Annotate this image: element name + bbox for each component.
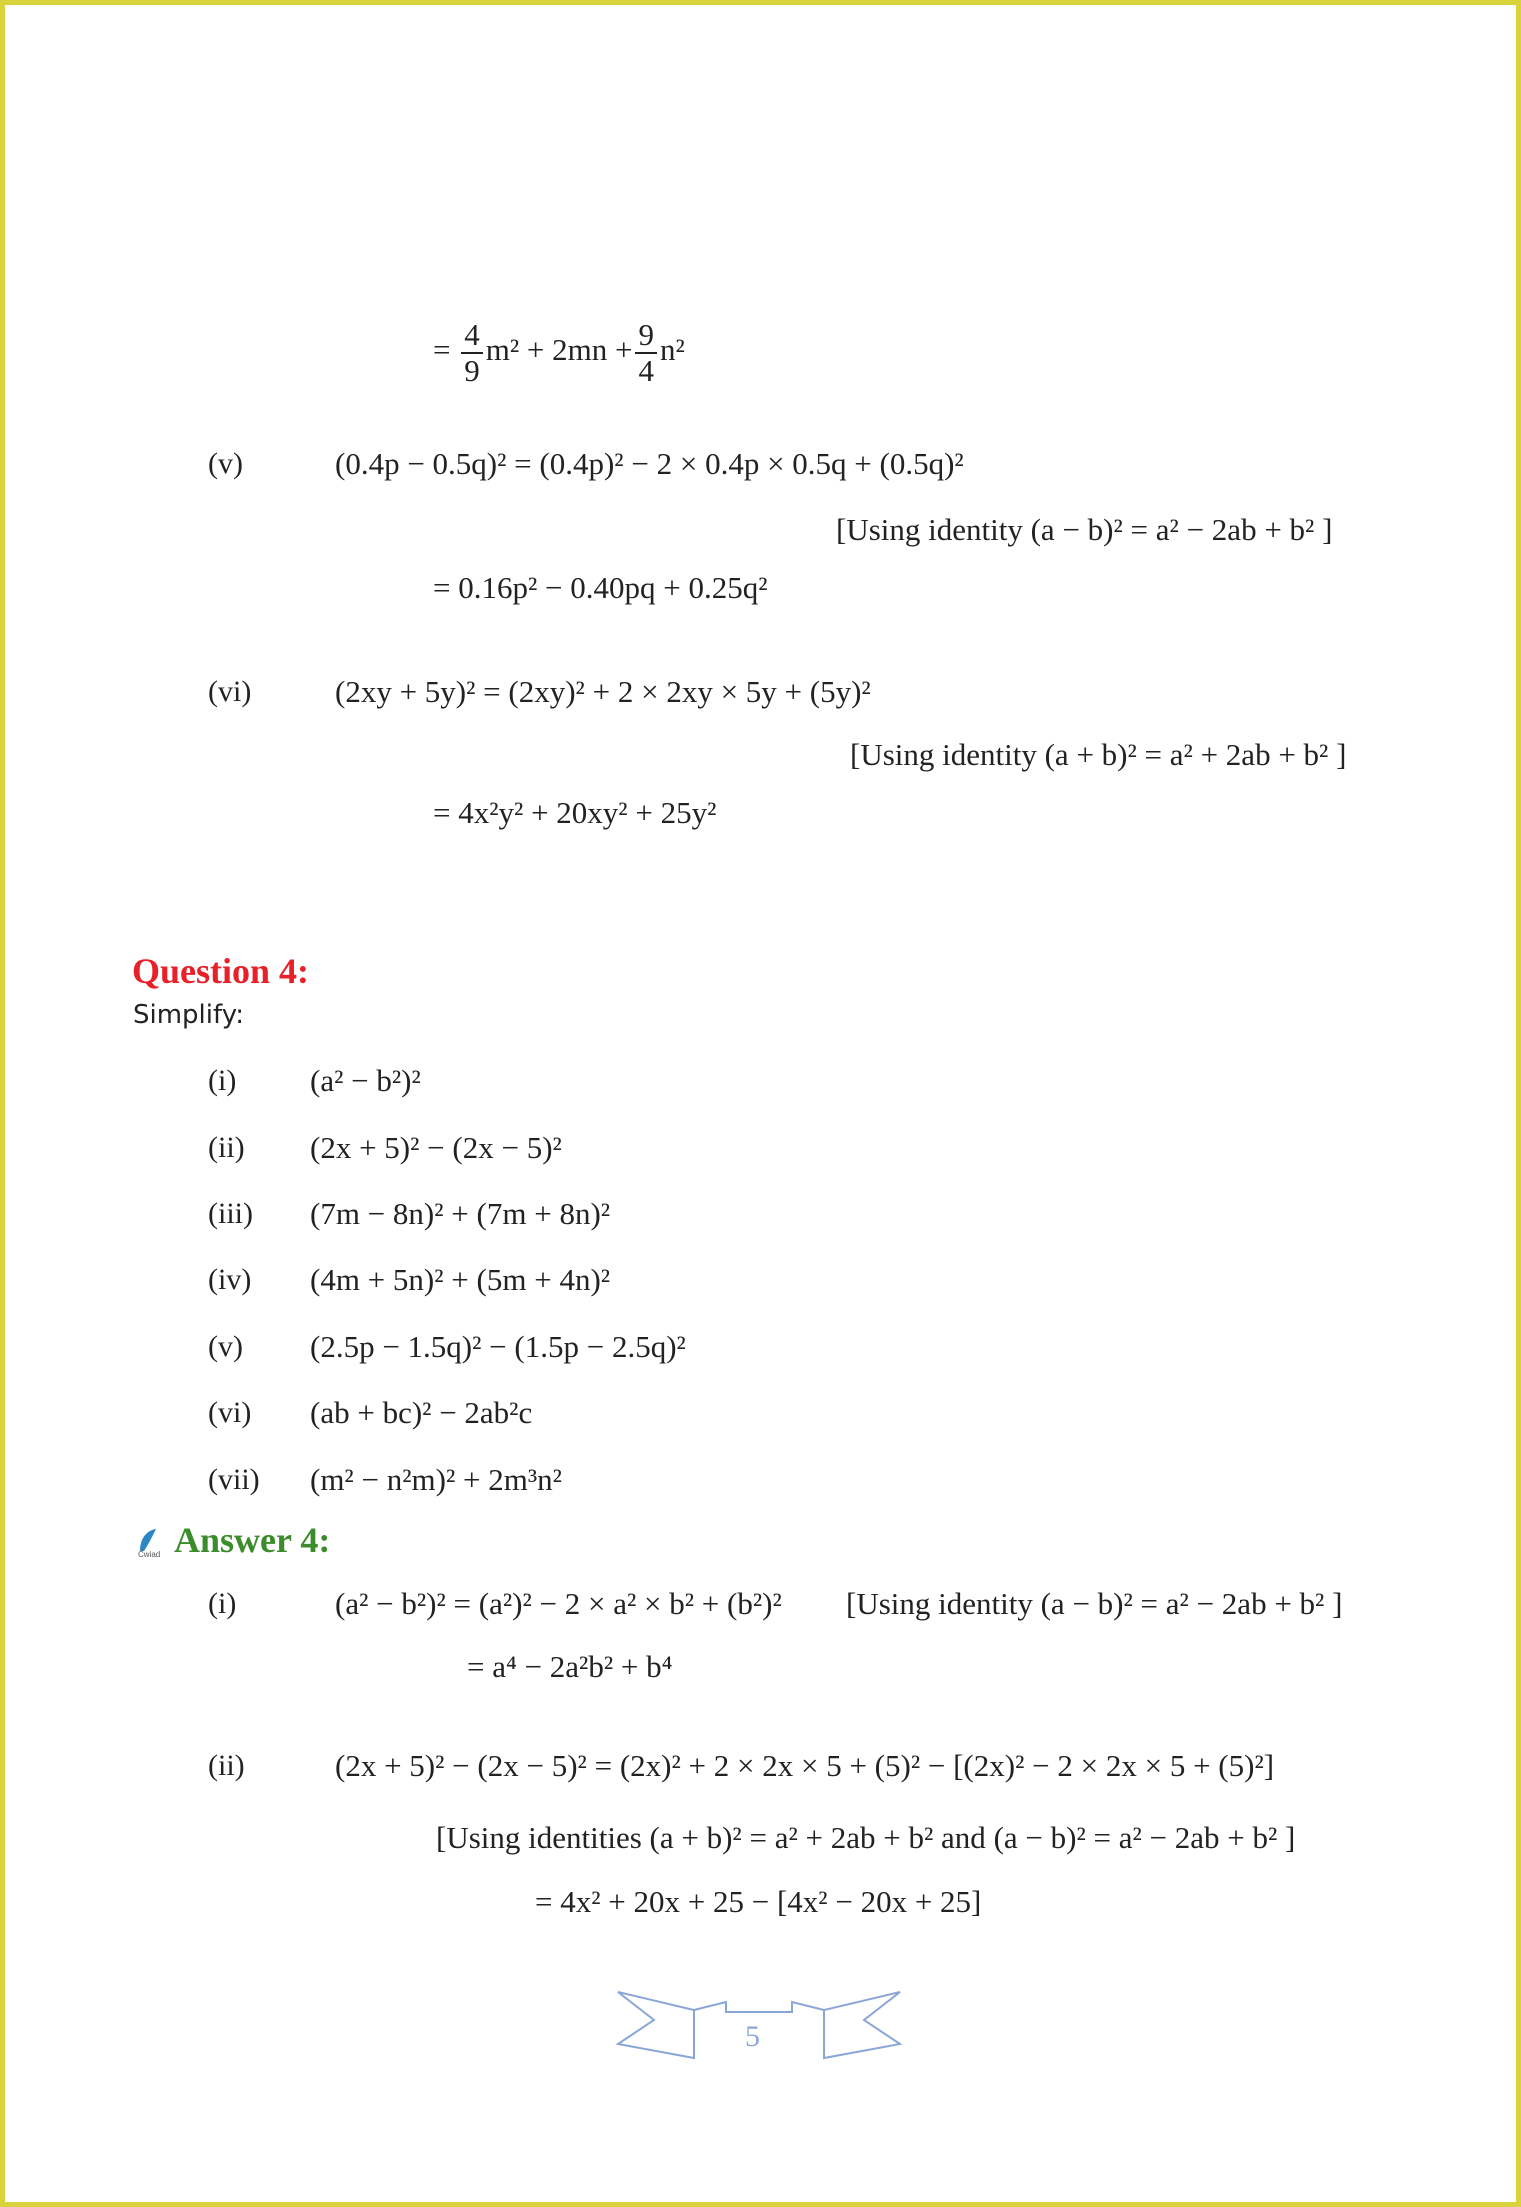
page-number: 5 xyxy=(745,2020,760,2053)
result: = 4x²y² + 20xy² + 25y² xyxy=(433,795,717,830)
note-text: [Using identity xyxy=(836,512,1023,547)
numerator: 4 xyxy=(461,318,483,354)
note-formula: (a + b)² = a² + 2ab + b² xyxy=(649,1820,934,1855)
note-formula: (a + b)² = a² + 2ab + b² ] xyxy=(1044,737,1347,772)
note-text: [Using identity xyxy=(850,737,1037,772)
note-formula: (a − b)² = a² − 2ab + b² ] xyxy=(1040,1586,1343,1621)
item-label: (iv) xyxy=(208,1263,252,1296)
question-instruction: Simplify: xyxy=(133,1000,244,1030)
note-formula: (a − b)² = a² − 2ab + b² ] xyxy=(993,1820,1296,1855)
part-label: (i) xyxy=(208,1587,237,1620)
result: = 4x² + 20x + 25 − [4x² − 20x + 25] xyxy=(535,1884,982,1919)
part-label: (v) xyxy=(208,447,243,480)
identity-note xyxy=(846,1584,1342,1624)
result: = a⁴ − 2a²b² + b⁴ xyxy=(467,1649,673,1684)
expression: (2x + 5)² − (2x − 5)² = (2x)² + 2 × 2x × 5 + (5)² − [(2x)² − 2 × 2x × 5 + (5)²] xyxy=(335,1748,1275,1783)
item-expression: (4m + 5n)² + (5m + 4n)² xyxy=(310,1262,611,1297)
expression: (0.4p − 0.5q)² = (0.4p)² − 2 × 0.4p × 0.5q + (0.5q)² xyxy=(335,446,964,481)
result: = 0.16p² − 0.40pq + 0.25q² xyxy=(433,570,768,605)
term: m² + 2mn + xyxy=(485,332,633,368)
part-label: (vi) xyxy=(208,675,252,708)
part-label: (ii) xyxy=(208,1749,245,1782)
equals: = xyxy=(433,332,451,368)
denominator: 9 xyxy=(464,353,480,388)
term: n² xyxy=(659,332,685,368)
item-expression: (m² − n²m)² + 2m³n² xyxy=(310,1462,562,1497)
item-expression: (a² − b²)² xyxy=(310,1063,421,1098)
note-text: [Using identities xyxy=(436,1820,642,1855)
denominator: 4 xyxy=(638,353,654,388)
item-label: (vi) xyxy=(208,1396,252,1429)
expression: (a² − b²)² = (a²)² − 2 × a² × b² + (b²)² xyxy=(335,1586,782,1621)
svg-text:Cwiad: Cwiad xyxy=(138,1550,161,1559)
item-label: (v) xyxy=(208,1330,243,1363)
item-label: (iii) xyxy=(208,1197,253,1230)
logo-icon xyxy=(134,1527,170,1559)
item-label: (i) xyxy=(208,1064,237,1097)
identity-note xyxy=(436,1818,1295,1858)
note-text: [Using identity xyxy=(846,1586,1033,1621)
answer-heading: Answer 4: xyxy=(174,1520,331,1560)
expression: (2xy + 5y)² = (2xy)² + 2 × 2xy × 5y + (5y)² xyxy=(335,674,871,709)
item-expression: (7m − 8n)² + (7m + 8n)² xyxy=(310,1196,611,1231)
fraction xyxy=(461,318,483,388)
note-text: and xyxy=(941,1820,986,1855)
identity-note xyxy=(850,735,1346,775)
question-heading: Question 4: xyxy=(132,951,310,991)
item-label: (ii) xyxy=(208,1131,245,1164)
note-formula: (a − b)² = a² − 2ab + b² ] xyxy=(1030,512,1333,547)
part-iv-result xyxy=(433,318,685,388)
numerator: 9 xyxy=(635,318,657,354)
item-expression: (2.5p − 1.5q)² − (1.5p − 2.5q)² xyxy=(310,1329,686,1364)
fraction xyxy=(635,318,657,388)
item-expression: (ab + bc)² − 2ab²c xyxy=(310,1395,533,1430)
item-expression: (2x + 5)² − (2x − 5)² xyxy=(310,1130,562,1165)
identity-note xyxy=(836,510,1332,550)
item-label: (vii) xyxy=(208,1463,260,1496)
